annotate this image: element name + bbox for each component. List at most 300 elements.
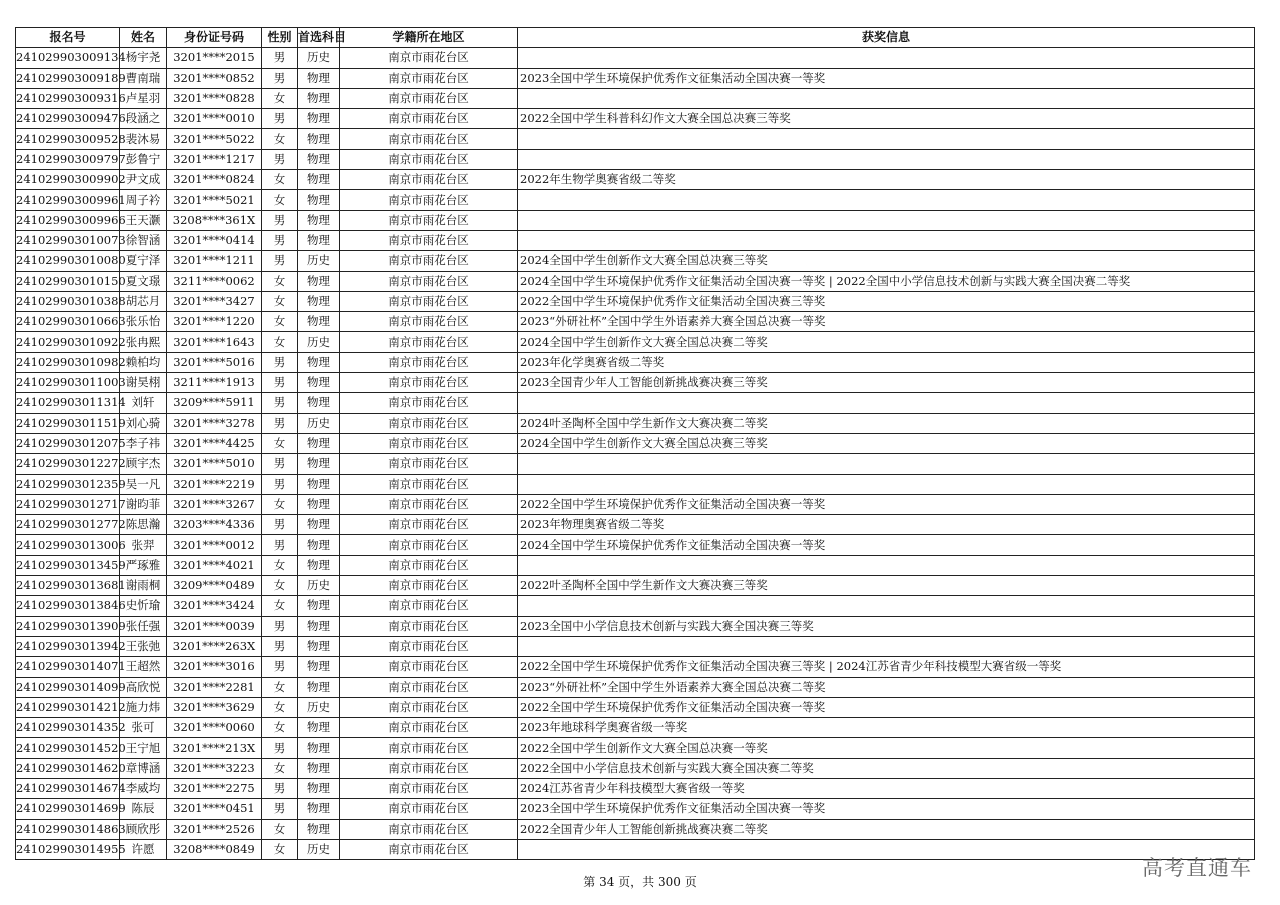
subject-cell: 历史 — [298, 332, 340, 352]
id-number-cell: 3211****1913 — [167, 373, 262, 393]
gender-cell: 男 — [262, 48, 298, 68]
gender-cell: 女 — [262, 758, 298, 778]
reg-no-cell: 241029903014071 — [16, 657, 120, 677]
subject-cell: 物理 — [298, 433, 340, 453]
table-row — [16, 515, 1255, 535]
table-row — [16, 839, 1255, 859]
table-row — [16, 291, 1255, 311]
table-row — [16, 393, 1255, 413]
id-number-cell: 3201****3016 — [167, 657, 262, 677]
table-row — [16, 68, 1255, 88]
region-cell: 南京市雨花台区 — [340, 413, 518, 433]
subject-cell: 历史 — [298, 839, 340, 859]
subject-cell: 物理 — [298, 109, 340, 129]
award-cell: 2022年生物学奥赛省级二等奖 — [518, 170, 1255, 190]
region-cell: 南京市雨花台区 — [340, 616, 518, 636]
award-cell — [518, 474, 1255, 494]
id-number-cell: 3201****1211 — [167, 251, 262, 271]
subject-cell: 历史 — [298, 413, 340, 433]
award-cell: 2022全国中学生创新作文大赛全国总决赛一等奖 — [518, 738, 1255, 758]
region-cell: 南京市雨花台区 — [340, 352, 518, 372]
award-cell — [518, 88, 1255, 108]
award-cell: 2022全国中学生环境保护优秀作文征集活动全国决赛一等奖 — [518, 697, 1255, 717]
award-cell: 2024全国中学生创新作文大赛全国总决赛三等奖 — [518, 433, 1255, 453]
table-row — [16, 433, 1255, 453]
award-cell: 2023全国青少年人工智能创新挑战赛决赛三等奖 — [518, 373, 1255, 393]
name-cell: 李威均 — [120, 778, 167, 798]
subject-cell: 物理 — [298, 474, 340, 494]
gender-cell: 女 — [262, 718, 298, 738]
subject-cell: 物理 — [298, 88, 340, 108]
award-cell: 2022全国中学生环境保护优秀作文征集活动全国决赛三等奖 — [518, 291, 1255, 311]
reg-no-cell: 241029903010663 — [16, 312, 120, 332]
region-cell: 南京市雨花台区 — [340, 758, 518, 778]
gender-cell: 男 — [262, 109, 298, 129]
name-cell: 张任强 — [120, 616, 167, 636]
award-cell: 2023全国中小学信息技术创新与实践大赛全国决赛三等奖 — [518, 616, 1255, 636]
region-cell: 南京市雨花台区 — [340, 291, 518, 311]
subject-cell: 物理 — [298, 454, 340, 474]
award-cell — [518, 149, 1255, 169]
name-cell: 赖柏均 — [120, 352, 167, 372]
id-number-cell: 3201****0852 — [167, 68, 262, 88]
table-row — [16, 352, 1255, 372]
name-cell: 王超然 — [120, 657, 167, 677]
subject-cell: 历史 — [298, 251, 340, 271]
subject-cell: 历史 — [298, 48, 340, 68]
name-cell: 王宁旭 — [120, 738, 167, 758]
id-number-cell: 3201****2015 — [167, 48, 262, 68]
award-cell — [518, 48, 1255, 68]
region-cell: 南京市雨花台区 — [340, 515, 518, 535]
gender-cell: 女 — [262, 291, 298, 311]
subject-cell: 物理 — [298, 230, 340, 250]
gender-cell: 男 — [262, 373, 298, 393]
table-row — [16, 657, 1255, 677]
region-cell: 南京市雨花台区 — [340, 129, 518, 149]
award-cell — [518, 129, 1255, 149]
name-cell: 张乐怡 — [120, 312, 167, 332]
table-row — [16, 616, 1255, 636]
name-cell: 陈辰 — [120, 799, 167, 819]
col-header-awards: 获奖信息 — [518, 28, 1255, 48]
subject-cell: 物理 — [298, 68, 340, 88]
region-cell: 南京市雨花台区 — [340, 576, 518, 596]
id-number-cell: 3201****4021 — [167, 555, 262, 575]
region-cell: 南京市雨花台区 — [340, 190, 518, 210]
award-cell: 2023“外研社杯”全国中学生外语素养大赛全国总决赛一等奖 — [518, 312, 1255, 332]
gender-cell: 男 — [262, 352, 298, 372]
region-cell: 南京市雨花台区 — [340, 373, 518, 393]
region-cell: 南京市雨花台区 — [340, 697, 518, 717]
name-cell: 彭鲁宁 — [120, 149, 167, 169]
table-row — [16, 636, 1255, 656]
table-row — [16, 535, 1255, 555]
gender-cell: 男 — [262, 535, 298, 555]
award-cell: 2023年化学奥赛省级二等奖 — [518, 352, 1255, 372]
reg-no-cell: 241029903011519 — [16, 413, 120, 433]
region-cell: 南京市雨花台区 — [340, 210, 518, 230]
region-cell: 南京市雨花台区 — [340, 657, 518, 677]
region-cell: 南京市雨花台区 — [340, 494, 518, 514]
table-row — [16, 190, 1255, 210]
reg-no-cell: 241029903013006 — [16, 535, 120, 555]
subject-cell: 物理 — [298, 616, 340, 636]
page-number: 第 34 页，共 300 页 — [583, 875, 697, 889]
name-cell: 夏宁泽 — [120, 251, 167, 271]
name-cell: 刘轩 — [120, 393, 167, 413]
id-number-cell: 3201****3223 — [167, 758, 262, 778]
subject-cell: 物理 — [298, 636, 340, 656]
name-cell: 卢星羽 — [120, 88, 167, 108]
award-cell — [518, 230, 1255, 250]
name-cell: 高欣悦 — [120, 677, 167, 697]
award-cell: 2024全国中学生环境保护优秀作文征集活动全国决赛一等奖 — [518, 535, 1255, 555]
region-cell: 南京市雨花台区 — [340, 230, 518, 250]
name-cell: 施力炜 — [120, 697, 167, 717]
table-row — [16, 332, 1255, 352]
reg-no-cell: 241029903014620 — [16, 758, 120, 778]
gender-cell: 女 — [262, 697, 298, 717]
name-cell: 严琢雅 — [120, 555, 167, 575]
region-cell: 南京市雨花台区 — [340, 738, 518, 758]
gender-cell: 女 — [262, 596, 298, 616]
subject-cell: 物理 — [298, 210, 340, 230]
subject-cell: 物理 — [298, 373, 340, 393]
gender-cell: 女 — [262, 677, 298, 697]
gender-cell: 女 — [262, 170, 298, 190]
reg-no-cell: 241029903013909 — [16, 616, 120, 636]
gender-cell: 男 — [262, 636, 298, 656]
reg-no-cell: 241029903011314 — [16, 393, 120, 413]
id-number-cell: 3201****3427 — [167, 291, 262, 311]
name-cell: 顾宇杰 — [120, 454, 167, 474]
col-header-name: 姓名 — [120, 28, 167, 48]
reg-no-cell: 241029903011003 — [16, 373, 120, 393]
name-cell: 谢雨桐 — [120, 576, 167, 596]
id-number-cell: 3201****2526 — [167, 819, 262, 839]
gender-cell: 男 — [262, 778, 298, 798]
subject-cell: 物理 — [298, 596, 340, 616]
name-cell: 谢昊栩 — [120, 373, 167, 393]
gender-cell: 男 — [262, 68, 298, 88]
reg-no-cell: 241029903014863 — [16, 819, 120, 839]
subject-cell: 物理 — [298, 170, 340, 190]
subject-cell: 物理 — [298, 515, 340, 535]
gender-cell: 男 — [262, 738, 298, 758]
table-row — [16, 555, 1255, 575]
id-number-cell: 3201****5010 — [167, 454, 262, 474]
subject-cell: 物理 — [298, 535, 340, 555]
reg-no-cell: 241029903009528 — [16, 129, 120, 149]
reg-no-cell: 241029903009134 — [16, 48, 120, 68]
name-cell: 夏文璟 — [120, 271, 167, 291]
table-row — [16, 596, 1255, 616]
id-number-cell: 3201****0010 — [167, 109, 262, 129]
reg-no-cell: 241029903010922 — [16, 332, 120, 352]
col-header-id-number: 身份证号码 — [167, 28, 262, 48]
region-cell: 南京市雨花台区 — [340, 433, 518, 453]
id-number-cell: 3203****4336 — [167, 515, 262, 535]
gender-cell: 女 — [262, 494, 298, 514]
subject-cell: 历史 — [298, 576, 340, 596]
table-row — [16, 697, 1255, 717]
award-cell: 2024江苏省青少年科技模型大赛省级一等奖 — [518, 778, 1255, 798]
name-cell: 尹文成 — [120, 170, 167, 190]
subject-cell: 物理 — [298, 494, 340, 514]
id-number-cell: 3208****361X — [167, 210, 262, 230]
award-cell: 2022叶圣陶杯全国中学生新作文大赛决赛三等奖 — [518, 576, 1255, 596]
reg-no-cell: 241029903010080 — [16, 251, 120, 271]
region-cell: 南京市雨花台区 — [340, 271, 518, 291]
id-number-cell: 3201****0060 — [167, 718, 262, 738]
name-cell: 段涵之 — [120, 109, 167, 129]
region-cell: 南京市雨花台区 — [340, 251, 518, 271]
id-number-cell: 3201****2219 — [167, 474, 262, 494]
reg-no-cell: 241029903009316 — [16, 88, 120, 108]
name-cell: 许愿 — [120, 839, 167, 859]
table-row — [16, 312, 1255, 332]
table-row — [16, 718, 1255, 738]
award-cell — [518, 190, 1255, 210]
region-cell: 南京市雨花台区 — [340, 636, 518, 656]
table-row — [16, 677, 1255, 697]
reg-no-cell: 241029903009189 — [16, 68, 120, 88]
region-cell: 南京市雨花台区 — [340, 48, 518, 68]
table-row — [16, 576, 1255, 596]
region-cell: 南京市雨花台区 — [340, 535, 518, 555]
award-cell — [518, 636, 1255, 656]
table-row — [16, 48, 1255, 68]
gender-cell: 女 — [262, 332, 298, 352]
award-cell: 2022全国青少年人工智能创新挑战赛决赛二等奖 — [518, 819, 1255, 839]
id-number-cell: 3201****2281 — [167, 677, 262, 697]
name-cell: 张冉熙 — [120, 332, 167, 352]
id-number-cell: 3201****0414 — [167, 230, 262, 250]
subject-cell: 物理 — [298, 738, 340, 758]
table-row — [16, 738, 1255, 758]
table-row — [16, 170, 1255, 190]
award-cell: 2023全国中学生环境保护优秀作文征集活动全国决赛一等奖 — [518, 799, 1255, 819]
gender-cell: 女 — [262, 312, 298, 332]
subject-cell: 物理 — [298, 778, 340, 798]
region-cell: 南京市雨花台区 — [340, 799, 518, 819]
name-cell: 史忻瑜 — [120, 596, 167, 616]
subject-cell: 历史 — [298, 697, 340, 717]
id-number-cell: 3201****3629 — [167, 697, 262, 717]
reg-no-cell: 241029903012359 — [16, 474, 120, 494]
region-cell: 南京市雨花台区 — [340, 555, 518, 575]
table-row — [16, 494, 1255, 514]
watermark-logo: 高考直通车 — [1142, 856, 1252, 880]
name-cell: 王张弛 — [120, 636, 167, 656]
gender-cell: 男 — [262, 210, 298, 230]
subject-cell: 物理 — [298, 555, 340, 575]
reg-no-cell: 241029903009902 — [16, 170, 120, 190]
table-row — [16, 210, 1255, 230]
name-cell: 徐智涵 — [120, 230, 167, 250]
table-row — [16, 230, 1255, 250]
table-row — [16, 778, 1255, 798]
name-cell: 胡芯月 — [120, 291, 167, 311]
reg-no-cell: 241029903012717 — [16, 494, 120, 514]
gender-cell: 男 — [262, 413, 298, 433]
table-row — [16, 758, 1255, 778]
award-cell — [518, 393, 1255, 413]
region-cell: 南京市雨花台区 — [340, 454, 518, 474]
reg-no-cell: 241029903013681 — [16, 576, 120, 596]
id-number-cell: 3201****3267 — [167, 494, 262, 514]
subject-cell: 物理 — [298, 352, 340, 372]
region-cell: 南京市雨花台区 — [340, 677, 518, 697]
table-row — [16, 129, 1255, 149]
reg-no-cell: 241029903010150 — [16, 271, 120, 291]
table-row — [16, 271, 1255, 291]
reg-no-cell: 241029903014955 — [16, 839, 120, 859]
table-row — [16, 149, 1255, 169]
id-number-cell: 3208****0849 — [167, 839, 262, 859]
name-cell: 周子衿 — [120, 190, 167, 210]
table-row — [16, 88, 1255, 108]
subject-cell: 物理 — [298, 799, 340, 819]
award-cell: 2024全国中学生创新作文大赛全国总决赛二等奖 — [518, 332, 1255, 352]
region-cell: 南京市雨花台区 — [340, 149, 518, 169]
id-number-cell: 3201****0012 — [167, 535, 262, 555]
reg-no-cell: 241029903009961 — [16, 190, 120, 210]
reg-no-cell: 241029903009797 — [16, 149, 120, 169]
id-number-cell: 3201****5021 — [167, 190, 262, 210]
award-cell: 2022全国中学生环境保护优秀作文征集活动全国决赛一等奖 — [518, 494, 1255, 514]
id-number-cell: 3201****1217 — [167, 149, 262, 169]
table-row — [16, 454, 1255, 474]
gender-cell: 女 — [262, 555, 298, 575]
name-cell: 张羿 — [120, 535, 167, 555]
region-cell: 南京市雨花台区 — [340, 312, 518, 332]
id-number-cell: 3209****0489 — [167, 576, 262, 596]
reg-no-cell: 241029903013459 — [16, 555, 120, 575]
region-cell: 南京市雨花台区 — [340, 778, 518, 798]
id-number-cell: 3201****0824 — [167, 170, 262, 190]
gender-cell: 女 — [262, 576, 298, 596]
award-cell: 2024全国中学生创新作文大赛全国总决赛三等奖 — [518, 251, 1255, 271]
table-row — [16, 251, 1255, 271]
subject-cell: 物理 — [298, 149, 340, 169]
name-cell: 王天灏 — [120, 210, 167, 230]
region-cell: 南京市雨花台区 — [340, 474, 518, 494]
award-cell — [518, 596, 1255, 616]
table-row — [16, 474, 1255, 494]
award-cell: 2023全国中学生环境保护优秀作文征集活动全国决赛一等奖 — [518, 68, 1255, 88]
roster-table — [15, 27, 1255, 860]
reg-no-cell: 241029903014699 — [16, 799, 120, 819]
subject-cell: 物理 — [298, 312, 340, 332]
subject-cell: 物理 — [298, 657, 340, 677]
id-number-cell: 3201****5016 — [167, 352, 262, 372]
id-number-cell: 3201****3278 — [167, 413, 262, 433]
id-number-cell: 3201****2275 — [167, 778, 262, 798]
id-number-cell: 3201****4425 — [167, 433, 262, 453]
gender-cell: 男 — [262, 393, 298, 413]
subject-cell: 物理 — [298, 129, 340, 149]
reg-no-cell: 241029903009966 — [16, 210, 120, 230]
subject-cell: 物理 — [298, 291, 340, 311]
reg-no-cell: 241029903009476 — [16, 109, 120, 129]
col-header-reg-no: 报名号 — [16, 28, 120, 48]
gender-cell: 男 — [262, 251, 298, 271]
award-cell: 2023年地球科学奥赛省级一等奖 — [518, 718, 1255, 738]
region-cell: 南京市雨花台区 — [340, 88, 518, 108]
award-cell — [518, 555, 1255, 575]
id-number-cell: 3201****0039 — [167, 616, 262, 636]
reg-no-cell: 241029903014352 — [16, 718, 120, 738]
gender-cell: 男 — [262, 230, 298, 250]
award-cell: 2022全国中学生环境保护优秀作文征集活动全国决赛三等奖 | 2024江苏省青少年科技模型大赛省级一等奖 — [518, 657, 1255, 677]
gender-cell: 男 — [262, 657, 298, 677]
id-number-cell: 3201****1220 — [167, 312, 262, 332]
subject-cell: 物理 — [298, 271, 340, 291]
name-cell: 吴一凡 — [120, 474, 167, 494]
gender-cell: 女 — [262, 839, 298, 859]
award-cell: 2024全国中学生环境保护优秀作文征集活动全国决赛一等奖 | 2022全国中小学信息技术创新与实践大赛全国决赛二等奖 — [518, 271, 1255, 291]
gender-cell: 女 — [262, 271, 298, 291]
award-cell: 2022全国中小学信息技术创新与实践大赛全国决赛二等奖 — [518, 758, 1255, 778]
id-number-cell: 3201****213X — [167, 738, 262, 758]
reg-no-cell: 241029903014520 — [16, 738, 120, 758]
id-number-cell: 3201****263X — [167, 636, 262, 656]
name-cell: 顾欣彤 — [120, 819, 167, 839]
table-header-row — [16, 28, 1255, 48]
gender-cell: 男 — [262, 799, 298, 819]
table-row — [16, 373, 1255, 393]
gender-cell: 女 — [262, 819, 298, 839]
reg-no-cell: 241029903010388 — [16, 291, 120, 311]
gender-cell: 男 — [262, 454, 298, 474]
name-cell: 杨宇尧 — [120, 48, 167, 68]
reg-no-cell: 241029903014674 — [16, 778, 120, 798]
region-cell: 南京市雨花台区 — [340, 109, 518, 129]
reg-no-cell: 241029903013942 — [16, 636, 120, 656]
name-cell: 陈思瀚 — [120, 515, 167, 535]
reg-no-cell: 241029903014099 — [16, 677, 120, 697]
table-row — [16, 413, 1255, 433]
reg-no-cell: 241029903010982 — [16, 352, 120, 372]
name-cell: 曹南瑞 — [120, 68, 167, 88]
id-number-cell: 3211****0062 — [167, 271, 262, 291]
region-cell: 南京市雨花台区 — [340, 393, 518, 413]
gender-cell: 男 — [262, 474, 298, 494]
region-cell: 南京市雨花台区 — [340, 170, 518, 190]
table-row — [16, 799, 1255, 819]
id-number-cell: 3201****5022 — [167, 129, 262, 149]
subject-cell: 物理 — [298, 190, 340, 210]
id-number-cell: 3209****5911 — [167, 393, 262, 413]
name-cell: 刘心骑 — [120, 413, 167, 433]
name-cell: 裴沐易 — [120, 129, 167, 149]
reg-no-cell: 241029903013846 — [16, 596, 120, 616]
name-cell: 张可 — [120, 718, 167, 738]
col-header-subject: 首选科目 — [298, 28, 340, 48]
table-row — [16, 819, 1255, 839]
id-number-cell: 3201****0828 — [167, 88, 262, 108]
gender-cell: 男 — [262, 515, 298, 535]
col-header-gender: 性别 — [262, 28, 298, 48]
name-cell: 李子祎 — [120, 433, 167, 453]
subject-cell: 物理 — [298, 677, 340, 697]
subject-cell: 物理 — [298, 718, 340, 738]
reg-no-cell: 241029903010073 — [16, 230, 120, 250]
gender-cell: 女 — [262, 190, 298, 210]
reg-no-cell: 241029903014212 — [16, 697, 120, 717]
